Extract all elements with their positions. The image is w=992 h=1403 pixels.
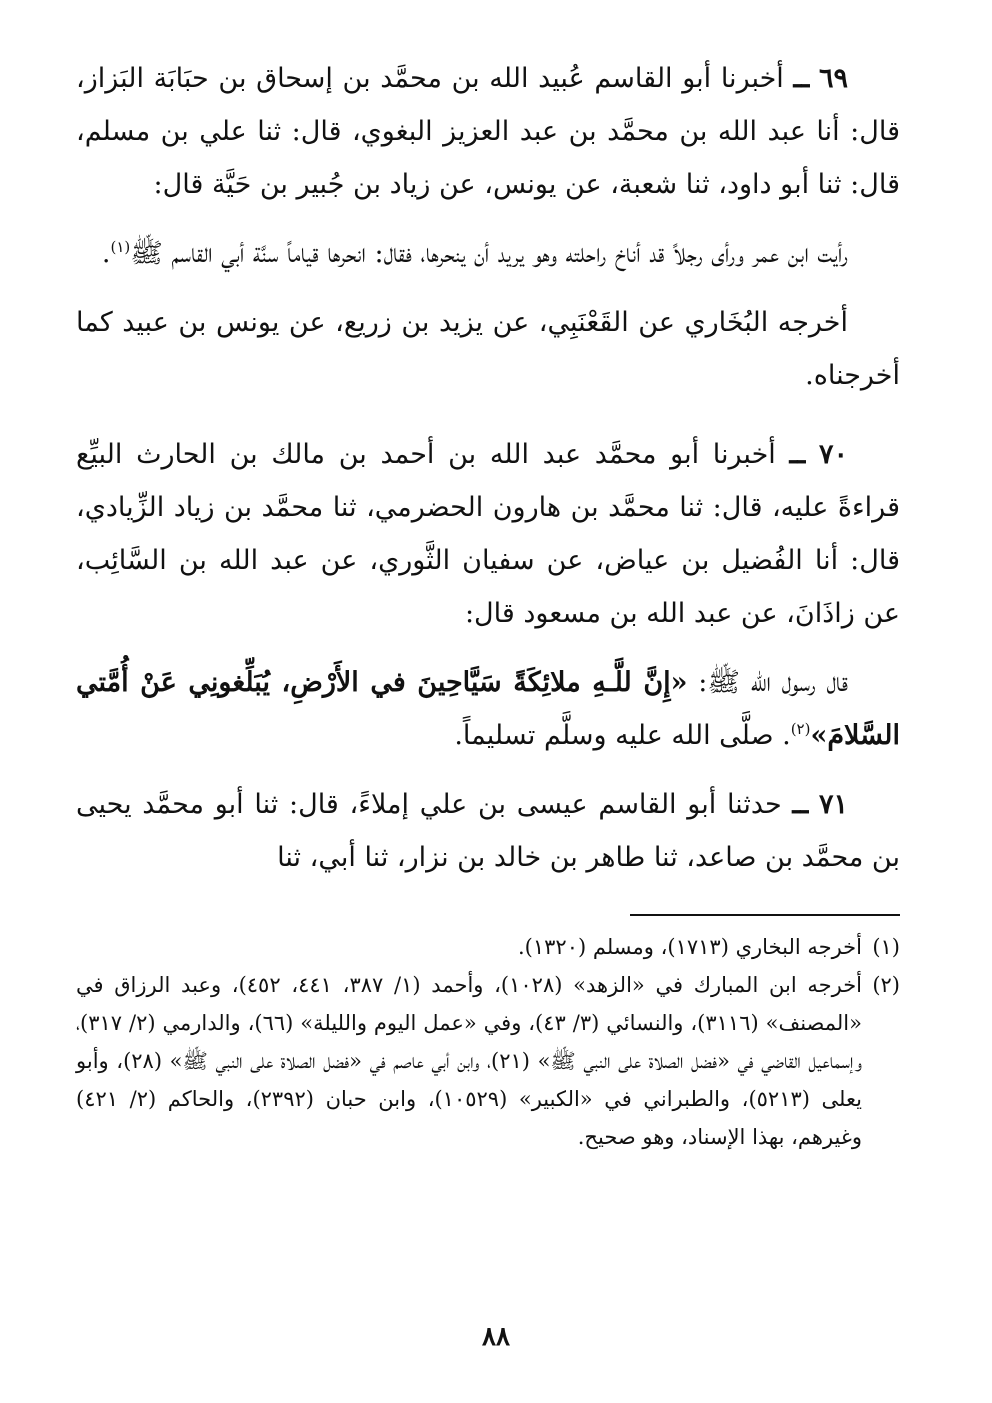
number-dash: ــ (793, 63, 810, 94)
matn-text: رأيت ابن عمر ورأى رجلاً قد أناخ راحلته وهو يريد أن ينحرها، فقال: انحرها قياماً سنَّة أبي القاسم ﷺ (130, 238, 848, 269)
footnote-text: أخرجه البخاري (١٧١٣)، ومسلم (١٣٢٠). (518, 935, 862, 959)
takhrij-text: أخرجه البُخَاري عن القَعْنَبِي، عن يزيد بن زريع، عن يونس بن عبيد كما أخرجناه. (76, 307, 900, 391)
number-dash: ــ (792, 789, 809, 820)
hadith-71 (76, 778, 900, 884)
hadith-number: ٧١ (818, 789, 848, 820)
page-number: ٨٨ (482, 1322, 510, 1352)
number-dash: ــ (789, 439, 806, 470)
footnote-divider (630, 914, 900, 916)
footnote-1 (76, 928, 900, 966)
footnote-ref-2: (٢) (790, 720, 811, 738)
footnote-number: (١) (872, 935, 900, 959)
footnote-2 (76, 966, 900, 1156)
footnote-ref-1: (١) (110, 238, 131, 256)
matn-end: . صلَّى الله عليه وسلَّم تسليماً. (454, 720, 791, 751)
prophetic-quote: «إِنَّ للَّـهِ ملائِكَةً سَيَّاحِينَ في الأَرْضِ، يُبَلِّغونِي عَنْ أُمَّتي السَّلامَ» (76, 667, 900, 751)
hadith-69 (76, 52, 900, 211)
hadith-text: أخبرنا أبو محمَّد عبد الله بن أحمد بن مالك بن الحارث البيِّع قراءةً عليه، قال: ثنا محمَّد بن هارون الحضرمي، ثنا محمَّد بن زياد الزِّيادي، قال: أنا الفُضيل بن عياض، عن سفيان الثَّوري، عن عبد الله بن السَّائِب، عن زاذَانَ، عن عبد الله بن مسعود قال: (76, 439, 900, 629)
hadith-number: ٧٠ (818, 439, 848, 470)
hadith-text: حدثنا أبو القاسم عيسى بن علي إملاءً، قال: ثنا أبو محمَّد يحيى بن محمَّد بن صاعد، ثنا طاهر بن خالد بن نزار، ثنا أبي، ثنا (76, 789, 900, 873)
matn-lead: قال رسول الله ﷺ: (698, 667, 848, 698)
hadith-69-matn (76, 227, 900, 280)
hadith-70 (76, 428, 900, 640)
footnote-number: (٢) (872, 973, 900, 997)
hadith-text: أخبرنا أبو القاسم عُبيد الله بن محمَّد بن إسحاق بن حبَابَة البَزاز، قال: أنا عبد الله بن محمَّد بن عبد العزيز البغوي، قال: ثنا علي بن مسلم، قال: ثنا أبو داود، ثنا شعبة، عن يونس، عن زياد بن جُبير بن حَيَّة قال: (76, 63, 900, 200)
footnote-text: أخرجه ابن المبارك في «الزهد» (١٠٢٨)، وأحمد (١/ ٣٨٧، ٤٤١، ٤٥٢)، وعبد الرزاق في «المصنف» (٣١١٦)، والنسائي (٣/ ٤٣)، وفي «عمل اليوم والليلة» (٦٦)، والدارمي (٢/ ٣١٧)، وإسماعيل القاضي في «فضل الصلاة على النبي ﷺ» (٢١)، وابن أبي عاصم في «فضل الصلاة على النبي ﷺ» (٢٨)، وأبو يعلى (٥٢١٣)، والطبراني في «الكبير» (١٠٥٢٩)، وابن حبان (٢٣٩٢)، والحاكم (٢/ ٤٢١) وغيرهم، بهذا الإسناد، وهو صحيح. (76, 973, 863, 1149)
hadith-70-matn (76, 656, 900, 762)
footnotes (76, 928, 900, 1156)
hadith-number: ٦٩ (818, 63, 848, 94)
matn-end: . (101, 238, 111, 269)
spacer (76, 418, 900, 428)
takhrij-paragraph (76, 296, 900, 402)
